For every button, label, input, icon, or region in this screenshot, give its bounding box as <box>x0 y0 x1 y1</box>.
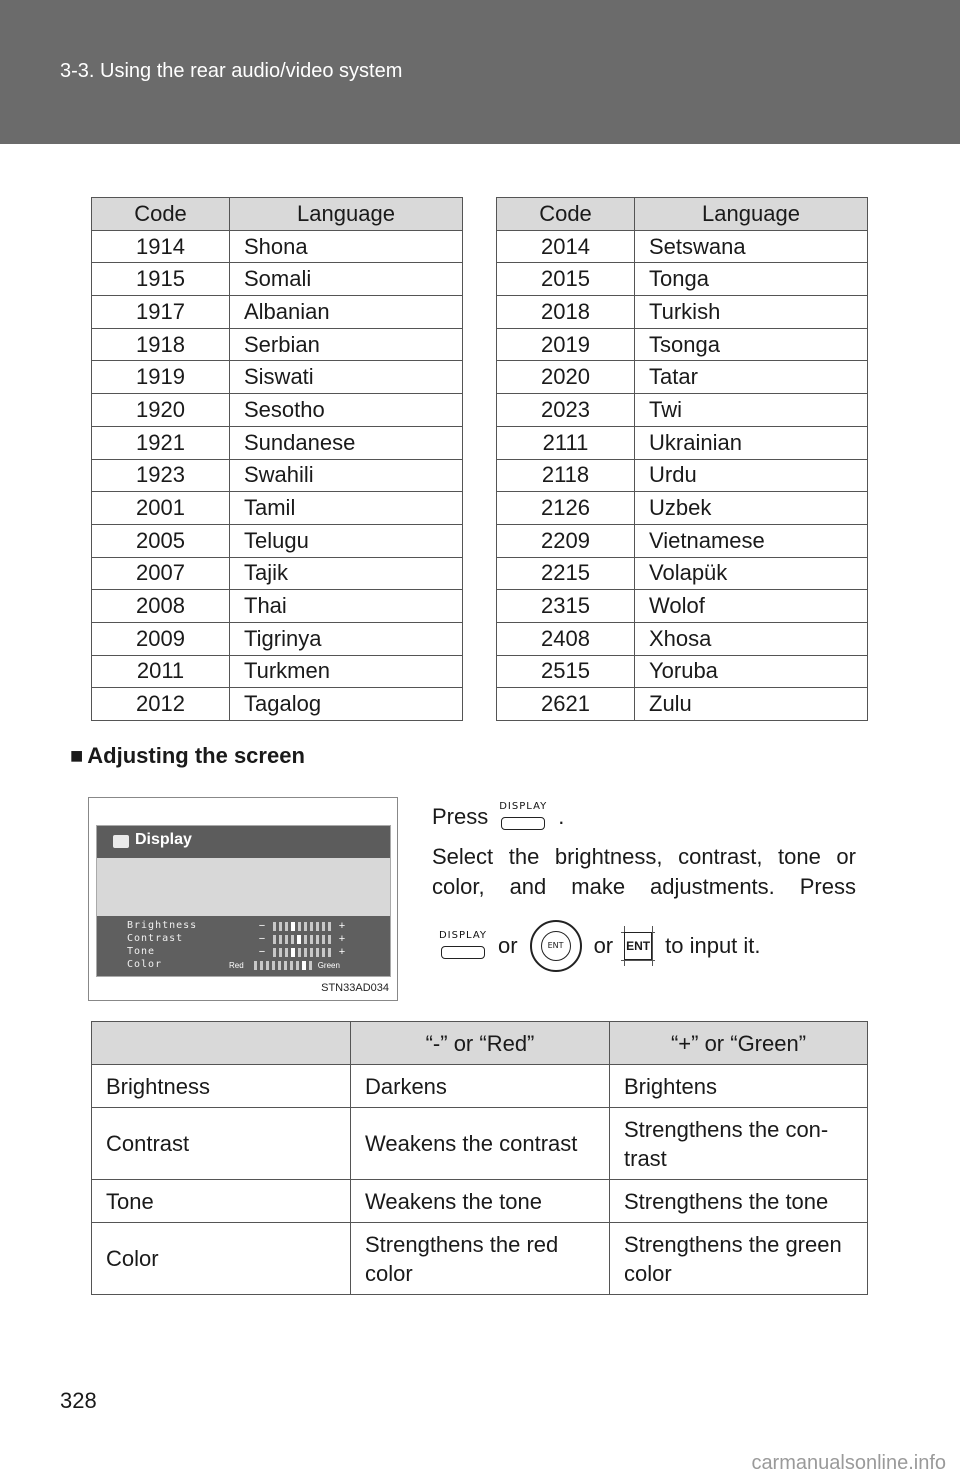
language-cell: Tonga <box>635 263 868 296</box>
screen-mockup <box>96 825 391 977</box>
setting-cell: Brightness <box>92 1065 351 1108</box>
table-row <box>497 230 868 263</box>
scale-bars <box>273 948 331 957</box>
language-cell: Sundanese <box>230 426 463 459</box>
language-cell: Urdu <box>635 459 868 492</box>
square-bullet-icon: ■ <box>70 743 84 768</box>
code-cell: 1917 <box>92 296 230 329</box>
section-heading <box>70 743 305 769</box>
minus-effect-cell: Darkens <box>351 1065 610 1108</box>
table-row <box>92 524 463 557</box>
ent-button-icon <box>621 926 655 966</box>
column-header-code: Code <box>92 198 230 231</box>
screen-blank-area <box>97 858 390 916</box>
display-button-label: DISPLAY <box>438 930 487 941</box>
section-breadcrumb: 3-3. Using the rear audio/video system <box>60 60 403 82</box>
code-cell: 1918 <box>92 328 230 361</box>
code-cell: 2015 <box>497 263 635 296</box>
code-cell: 2408 <box>497 622 635 655</box>
language-cell: Siswati <box>230 361 463 394</box>
table-row <box>92 655 463 688</box>
minus-effect-cell: Weakens the tone <box>351 1180 610 1223</box>
table-row <box>92 394 463 427</box>
code-cell: 1915 <box>92 263 230 296</box>
table-header-row <box>92 198 463 231</box>
code-cell: 1923 <box>92 459 230 492</box>
language-cell: Serbian <box>230 328 463 361</box>
menu-row-color: Color <box>127 959 163 970</box>
display-button-body <box>441 946 485 959</box>
table-row <box>92 688 463 721</box>
table-row <box>92 590 463 623</box>
display-button-icon <box>436 932 490 960</box>
menu-row-contrast: Contrast <box>127 933 184 944</box>
or-text: or <box>498 933 518 958</box>
table-row <box>497 361 868 394</box>
table-row <box>497 622 868 655</box>
page-number: 328 <box>60 1388 97 1413</box>
table-row <box>92 1065 868 1108</box>
column-header-plus: “+” or “Green” <box>610 1022 868 1065</box>
code-cell: 2118 <box>497 459 635 492</box>
plus-effect-cell: Strengthens the green color <box>610 1223 868 1295</box>
table-header-row <box>497 198 868 231</box>
table-row <box>92 263 463 296</box>
table-row <box>92 1223 868 1295</box>
table-row <box>497 655 868 688</box>
menu-row-tone: Tone <box>127 946 156 957</box>
language-cell: Vietnamese <box>635 524 868 557</box>
press-text: Press <box>432 804 489 829</box>
scale-brightness <box>257 920 347 932</box>
language-cell: Tigrinya <box>230 622 463 655</box>
language-cell: Albanian <box>230 296 463 329</box>
screen-title: Display <box>135 831 192 848</box>
instruction-line-input <box>432 920 856 972</box>
language-cell: Uzbek <box>635 492 868 525</box>
code-cell: 2008 <box>92 590 230 623</box>
display-button-icon <box>496 803 550 831</box>
code-cell: 1921 <box>92 426 230 459</box>
plus-effect-cell: Strengthens the tone <box>610 1180 868 1223</box>
plus-effect-cell: Strengthens the con- trast <box>610 1108 868 1180</box>
column-header-setting <box>92 1022 351 1065</box>
table-row <box>92 557 463 590</box>
setting-cell: Color <box>92 1223 351 1295</box>
code-cell: 2019 <box>497 328 635 361</box>
table-row <box>497 590 868 623</box>
ent-knob-icon <box>530 920 582 972</box>
table-row <box>92 459 463 492</box>
display-screen-illustration <box>88 797 398 1001</box>
code-cell: 1919 <box>92 361 230 394</box>
code-cell: 1914 <box>92 230 230 263</box>
folder-icon <box>113 835 129 848</box>
setting-cell: Tone <box>92 1180 351 1223</box>
screen-adjust-menu <box>97 916 390 976</box>
language-cell: Turkmen <box>230 655 463 688</box>
code-cell: 2023 <box>497 394 635 427</box>
language-cell: Yoruba <box>635 655 868 688</box>
language-cell: Sesotho <box>230 394 463 427</box>
language-code-table-left <box>91 197 463 721</box>
column-header-minus: “-” or “Red” <box>351 1022 610 1065</box>
code-cell: 1920 <box>92 394 230 427</box>
table-row <box>497 492 868 525</box>
language-code-table-right <box>496 197 868 721</box>
adjustment-table <box>91 1021 868 1295</box>
table-row <box>92 230 463 263</box>
code-cell: 2621 <box>497 688 635 721</box>
scale-color <box>229 959 340 971</box>
instruction-line-press <box>432 800 856 834</box>
ent-knob-label: ENT <box>541 931 571 961</box>
scale-label-red: Red <box>229 960 244 970</box>
table-header-row <box>92 1022 868 1065</box>
code-cell: 2018 <box>497 296 635 329</box>
table-row <box>497 328 868 361</box>
table-row <box>497 426 868 459</box>
table-row <box>497 524 868 557</box>
plus-icon: + <box>338 933 346 945</box>
language-cell: Zulu <box>635 688 868 721</box>
code-cell: 2215 <box>497 557 635 590</box>
display-button-body <box>501 817 545 830</box>
table-row <box>497 688 868 721</box>
minus-icon: − <box>258 946 266 958</box>
language-cell: Tatar <box>635 361 868 394</box>
instruction-paragraph: Select the brightness, contrast, tone or color, and make adjustments. Press <box>432 844 856 899</box>
table-row <box>92 1108 868 1180</box>
code-cell: 2515 <box>497 655 635 688</box>
language-cell: Setswana <box>635 230 868 263</box>
plus-icon: + <box>338 946 346 958</box>
scale-bars <box>273 935 331 944</box>
scale-bars <box>273 922 331 931</box>
code-cell: 2011 <box>92 655 230 688</box>
table-row <box>92 426 463 459</box>
input-text: to input it. <box>665 933 761 958</box>
table-row <box>92 492 463 525</box>
ent-button-label: ENT <box>624 932 652 960</box>
press-period: . <box>558 804 565 829</box>
language-cell: Volapük <box>635 557 868 590</box>
language-cell: Tagalog <box>230 688 463 721</box>
code-cell: 2005 <box>92 524 230 557</box>
scale-label-green: Green <box>317 960 340 970</box>
table-row <box>497 263 868 296</box>
or-text: or <box>593 933 614 958</box>
table-row <box>497 296 868 329</box>
table-row <box>92 1180 868 1223</box>
table-row <box>92 328 463 361</box>
menu-row-brightness: Brightness <box>127 920 198 931</box>
minus-icon: − <box>258 920 266 932</box>
plus-icon: + <box>338 920 346 932</box>
code-cell: 2007 <box>92 557 230 590</box>
display-button-label: DISPLAY <box>499 801 548 812</box>
minus-effect-cell: Strengthens the red color <box>351 1223 610 1295</box>
language-cell: Tajik <box>230 557 463 590</box>
column-header-code: Code <box>497 198 635 231</box>
scale-tone <box>257 946 347 958</box>
code-cell: 2111 <box>497 426 635 459</box>
language-cell: Swahili <box>230 459 463 492</box>
language-cell: Wolof <box>635 590 868 623</box>
scale-contrast <box>257 933 347 945</box>
language-cell: Tamil <box>230 492 463 525</box>
language-cell: Shona <box>230 230 463 263</box>
column-header-language: Language <box>635 198 868 231</box>
table-row <box>497 557 868 590</box>
minus-icon: − <box>258 933 266 945</box>
language-cell: Telugu <box>230 524 463 557</box>
table-row <box>92 296 463 329</box>
page-header <box>0 0 960 144</box>
language-cell: Twi <box>635 394 868 427</box>
code-cell: 2126 <box>497 492 635 525</box>
table-row <box>497 459 868 492</box>
table-row <box>92 622 463 655</box>
code-cell: 2014 <box>497 230 635 263</box>
instructions <box>432 800 856 972</box>
language-cell: Somali <box>230 263 463 296</box>
language-cell: Thai <box>230 590 463 623</box>
table-row <box>497 394 868 427</box>
code-cell: 2012 <box>92 688 230 721</box>
column-header-language: Language <box>230 198 463 231</box>
code-cell: 2009 <box>92 622 230 655</box>
figure-code: STN33AD034 <box>321 982 389 994</box>
plus-effect-cell: Brightens <box>610 1065 868 1108</box>
code-cell: 2209 <box>497 524 635 557</box>
language-cell: Turkish <box>635 296 868 329</box>
minus-effect-cell: Weakens the contrast <box>351 1108 610 1180</box>
code-cell: 2315 <box>497 590 635 623</box>
code-cell: 2020 <box>497 361 635 394</box>
section-heading-text: Adjusting the screen <box>87 743 305 768</box>
code-cell: 2001 <box>92 492 230 525</box>
scale-bars <box>254 961 312 970</box>
language-cell: Xhosa <box>635 622 868 655</box>
language-cell: Ukrainian <box>635 426 868 459</box>
table-row <box>92 361 463 394</box>
setting-cell: Contrast <box>92 1108 351 1180</box>
screen-title-bar <box>97 826 390 858</box>
watermark: carmanualsonline.info <box>751 1452 946 1474</box>
language-cell: Tsonga <box>635 328 868 361</box>
